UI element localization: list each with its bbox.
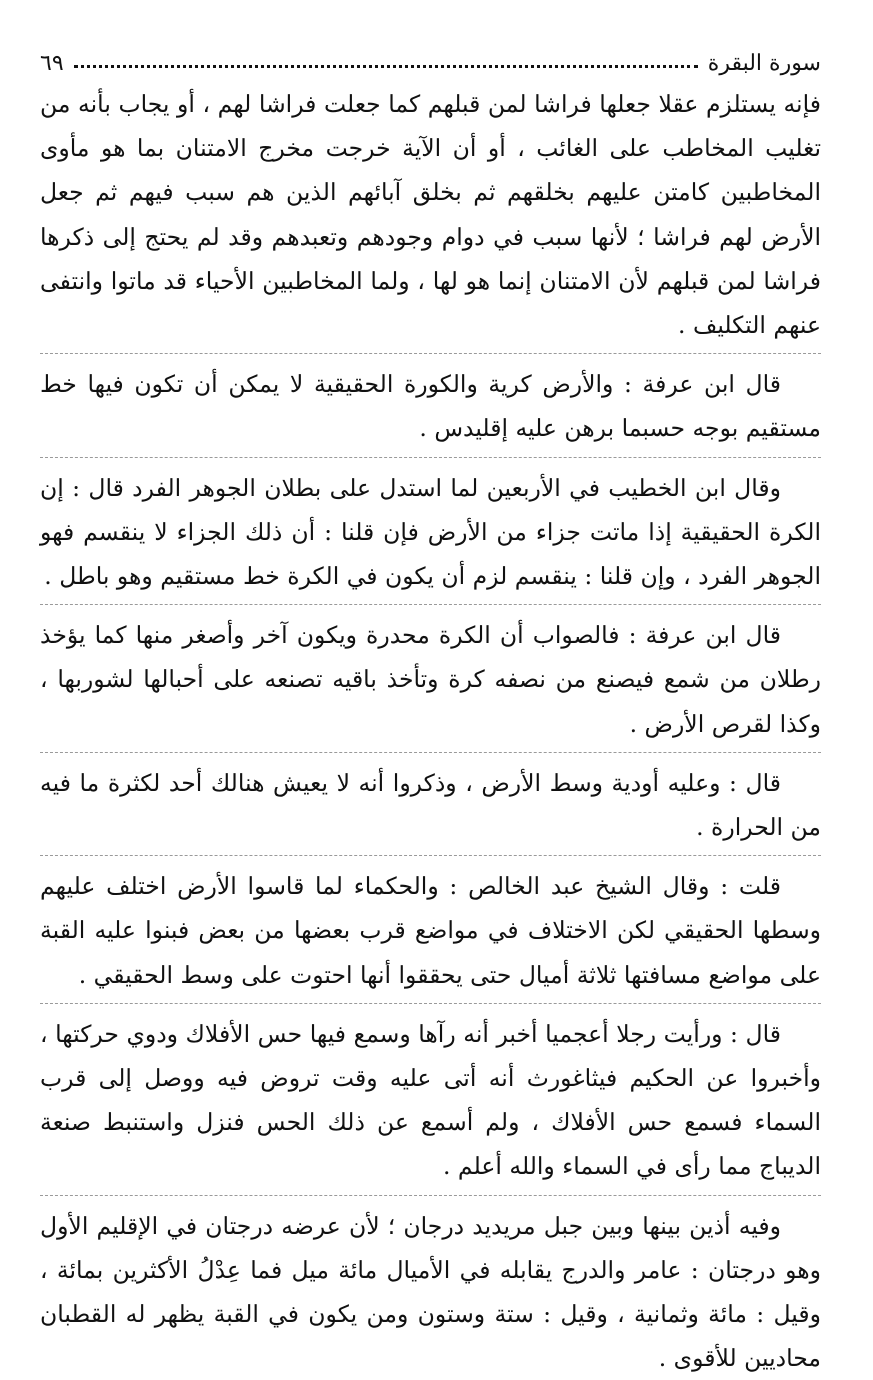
surah-title: سورة البقرة bbox=[707, 51, 821, 76]
paragraph-divider bbox=[40, 1195, 821, 1196]
paragraph-divider bbox=[40, 604, 821, 605]
page-header bbox=[40, 36, 821, 76]
paragraph-divider bbox=[40, 457, 821, 458]
page-number: ٦٩ bbox=[40, 51, 64, 76]
paragraph-divider bbox=[40, 353, 821, 354]
paragraph-divider bbox=[40, 855, 821, 856]
paragraph: قال ابن عرفة : والأرض كرية والكورة الحقيقية لا يمكن أن تكون فيها خط مستقيم بوجه حسبما برهن عليه إقليدس . bbox=[40, 370, 821, 443]
paragraph: قلت : وقال الشيخ عبد الخالص : والحكماء لما قاسوا الأرض اختلف عليهم وسطها الحقيقي لكن الاختلاف في مواضع قرب بعضها من بعض فبنوا عليه القبة على مواضع مسافتها ثلاثة أميال حتى يحققوا أنها احتوت على وسط الحقيقي . bbox=[40, 872, 821, 989]
header-dotted-leader bbox=[74, 65, 698, 68]
paragraph: وقال ابن الخطيب في الأربعين لما استدل على بطلان الجوهر الفرد قال : إن الكرة الحقيقية إذا ماتت جزاء من الأرض فإن قلنا : أن ذلك الجزاء لا ينقسم فهو الجوهر الفرد ، وإن قلنا : ينقسم لزم أن يكون في الكرة خط مستقيم وهو باطل . bbox=[40, 473, 821, 591]
paragraph-divider bbox=[40, 752, 821, 753]
paragraph: قال ابن عرفة : فالصواب أن الكرة محدرة ويكون آخر وأصغر منها كما يؤخذ رطلان من شمع فيصنع من نصفه كرة وتأخذ باقيه تصنعه على أحبالها لشوربها ، وكذا لقرص الأرض . bbox=[40, 621, 821, 738]
page-body bbox=[40, 82, 821, 1380]
paragraph: قال : ورأيت رجلا أعجميا أخبر أنه رآها وسمع فيها حس الأفلاك ودوي حركتها ، وأخبروا عن الحكيم فيثاغورث أنه أتى عليه وقت تروض فيه ووصل إلى قرب السماء فسمع حس الأفلاك ، ولم أسمع عن ذلك الحس فنزل واستنبط صنعة الديباج مما رأى في السماء والله أعلم . bbox=[40, 1019, 821, 1181]
paragraph: قال : وعليه أودية وسط الأرض ، وذكروا أنه لا يعيش هنالك أحد لكثرة ما فيه من الحرارة . bbox=[40, 768, 821, 842]
paragraph-divider bbox=[40, 1003, 821, 1004]
paragraph: وفيه أذين بينها وبين جبل مريديد درجان ؛ لأن عرضه درجتان في الإقليم الأول وهو درجتان : عامر والدرج يقابله في الأميال مائة ميل فما عِدْلُ الأكثرين بمائة ، وقيل : مائة وثمانية ، وقيل : ستة وستون ومن يكون في القبة يظهر له القطبان محاديين للأقوى . bbox=[40, 1211, 821, 1373]
paragraph: فإنه يستلزم عقلا جعلها فراشا لمن قبلهم كما جعلت فراشا لهم ، أو يجاب بأنه من تغليب المخاطب على الغائب ، أو أن الآية خرجت مخرج الامتنان بما هو مأوى المخاطبين كامتن عليهم بخلقهم ثم بخلق آبائهم الذين هم سبب فيهم ثم جعل الأرض لهم فراشا ؛ لأنها سبب في دوام وجودهم وتعبدهم وقد لم يحتج إلى ذكرها فراشا لمن قبلهم لأن الامتنان إنما هو لها ، ولما المخاطبين الأحياء قد ماتوا وانتفى عنهم التكليف . bbox=[40, 90, 821, 340]
